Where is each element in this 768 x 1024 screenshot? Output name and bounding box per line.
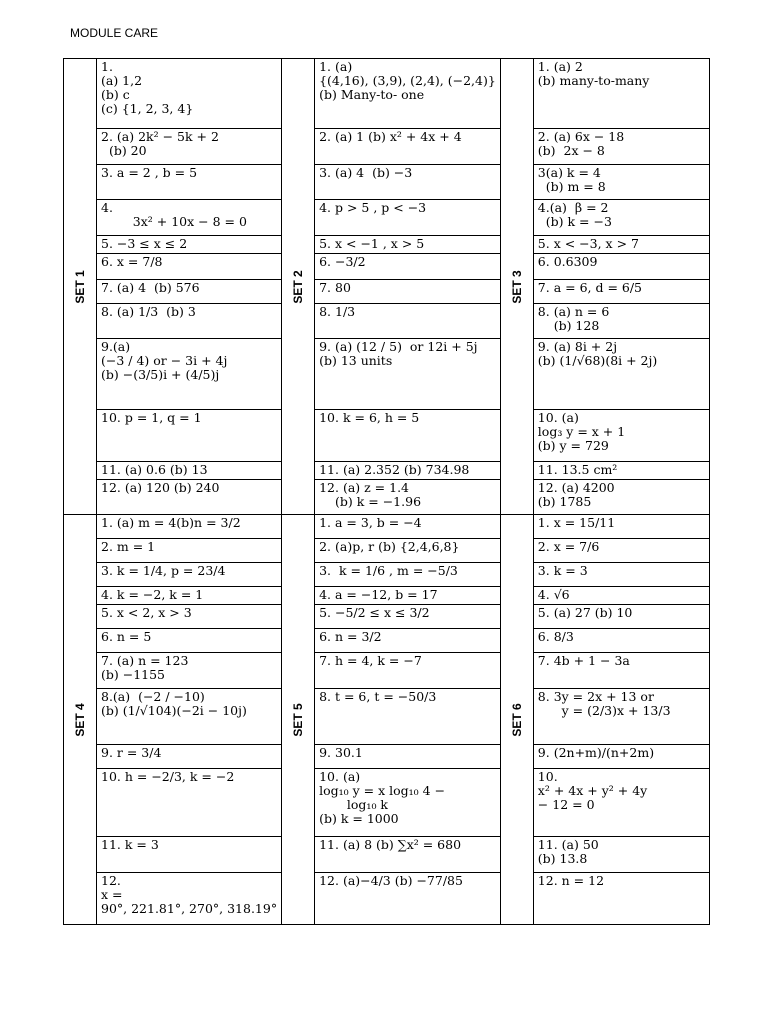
answer-line: 3(a) k = 4 [537, 165, 601, 180]
answer-line: (b) many-to-many [537, 73, 650, 88]
answer-cell [97, 462, 282, 480]
answer-line: 7. (a) n = 123 [101, 653, 189, 668]
answer-line: 9. (a) 8i + 2j [537, 339, 618, 354]
set-label-text: SET 4 [73, 702, 87, 737]
table-row [64, 563, 710, 587]
answer-cell [533, 410, 709, 462]
table-row [64, 605, 710, 629]
answer-cell [97, 629, 282, 653]
answer-line: 4. a = −12, b = 17 [319, 587, 438, 602]
answer-cell [533, 539, 709, 563]
answer-cell [533, 129, 709, 165]
answer-line: 11. 13.5 cm² [537, 462, 618, 477]
answer-line: 3. (a) 4 (b) −3 [319, 165, 413, 180]
answer-cell [533, 873, 709, 925]
answer-line: 11. (a) 8 (b) ∑x² = 680 [319, 837, 462, 852]
answer-cell [97, 280, 282, 304]
table-row [64, 165, 710, 200]
set-label-text: SET 2 [291, 269, 306, 304]
table-row [64, 873, 710, 925]
answer-line: 8. t = 6, t = −50/3 [319, 689, 437, 704]
table-row [64, 653, 710, 689]
answer-line: 12. (a) 4200 [537, 480, 615, 495]
answer-line: (b) (1/√104)(−2i − 10j) [101, 703, 247, 718]
set-label [500, 59, 533, 515]
answer-line: 3. k = 1/6 , m = −5/3 [319, 563, 458, 578]
answer-line: 8. (a) n = 6 [537, 304, 610, 319]
answer-line: 7. (a) 4 (b) 576 [101, 280, 200, 295]
answer-line: 9. 30.1 [319, 745, 363, 760]
answer-cell [97, 339, 282, 410]
answer-line: 10. [537, 769, 558, 784]
answer-cell [315, 254, 501, 280]
answer-line: 2. (a) 1 (b) x² + 4x + 4 [319, 129, 462, 144]
table-row [64, 200, 710, 236]
answer-line: 7. a = 6, d = 6/5 [537, 280, 643, 295]
answer-line: 2. m = 1 [101, 539, 156, 554]
answer-cell [533, 605, 709, 629]
answer-cell [533, 480, 709, 515]
answer-line: (a) 1,2 [101, 73, 143, 88]
answer-cell [97, 837, 282, 873]
answer-line: 2. x = 7/6 [537, 539, 600, 554]
answer-line: (b) 2x − 8 [537, 143, 605, 158]
answer-cell [533, 304, 709, 339]
answer-line: 5. −5/2 ≤ x ≤ 3/2 [319, 605, 430, 620]
answer-line: 7. 4b + 1 − 3a [537, 653, 630, 668]
table-row [64, 769, 710, 837]
table-row [64, 587, 710, 605]
answer-cell [315, 769, 501, 837]
answer-cell [533, 236, 709, 254]
table-row [64, 462, 710, 480]
answer-line: 6. 8/3 [537, 629, 574, 644]
answer-cell [315, 129, 501, 165]
answer-line: (b) −1155 [101, 667, 166, 682]
answer-cell [315, 59, 501, 129]
answer-cell [315, 653, 501, 689]
answer-cell [97, 200, 282, 236]
answer-line: 4. [101, 200, 113, 215]
answer-line: 5. x < −1 , x > 5 [319, 236, 425, 251]
answer-cell [97, 653, 282, 689]
table-row [64, 745, 710, 769]
answer-cell [315, 280, 501, 304]
answer-cell [533, 59, 709, 129]
answer-cell [533, 254, 709, 280]
answer-line: (b) (1/√68)(8i + 2j) [537, 353, 658, 368]
answer-line: 8.(a) (−2 / −10) [101, 689, 205, 704]
answer-line: 5. −3 ≤ x ≤ 2 [101, 236, 188, 251]
answer-cell [533, 280, 709, 304]
answer-line: 9. (a) (12 / 5) or 12i + 5j [319, 339, 478, 354]
answer-line: 10. h = −2/3, k = −2 [101, 769, 235, 784]
answer-line: y = (2/3)x + 13/3 [537, 703, 671, 718]
answer-line: 5. x < −3, x > 7 [537, 236, 639, 251]
answer-line: 6. x = 7/8 [101, 254, 163, 269]
answer-line: 3. k = 3 [537, 563, 588, 578]
answer-cell [533, 165, 709, 200]
answer-line: 5. (a) 27 (b) 10 [537, 605, 633, 620]
page-title: MODULE CARE [70, 26, 159, 40]
answer-cell [97, 689, 282, 745]
answer-cell [97, 515, 282, 539]
answer-line: (b) c [101, 87, 130, 102]
table-row [64, 515, 710, 539]
answer-cell [315, 515, 501, 539]
answer-line: (b) 1785 [537, 494, 592, 509]
set-label-text: SET 6 [509, 702, 524, 737]
answer-line: 3x² + 10x − 8 = 0 [101, 214, 247, 229]
answer-cell [97, 254, 282, 280]
answer-table [63, 58, 710, 925]
answer-line: (b) 13 units [319, 353, 393, 368]
answer-line: (b) m = 8 [537, 179, 606, 194]
set-label-text: SET 3 [509, 269, 524, 304]
answer-line: log₁₀ y = x log₁₀ 4 − [319, 783, 446, 798]
answer-line: 11. (a) 50 [537, 837, 599, 852]
table-row [64, 59, 710, 129]
answer-cell [533, 769, 709, 837]
set-label [500, 515, 533, 925]
answer-line: 6. n = 5 [101, 629, 152, 644]
answer-cell [315, 410, 501, 462]
answer-cell [533, 653, 709, 689]
answer-line: 12. (a) 120 (b) 240 [101, 480, 220, 495]
answer-cell [315, 745, 501, 769]
answer-cell [533, 587, 709, 605]
answer-line: 3. k = 1/4, p = 23/4 [101, 563, 226, 578]
answer-line: 4.(a) β = 2 [537, 200, 609, 215]
answer-line: 6. −3/2 [319, 254, 366, 269]
answer-line: 8. 1/3 [319, 304, 356, 319]
answer-cell [533, 689, 709, 745]
answer-line: 6. 0.6309 [537, 254, 598, 269]
answer-line: 1. x = 15/11 [537, 515, 616, 530]
answer-line: 6. n = 3/2 [319, 629, 382, 644]
answer-line: 11. k = 3 [101, 837, 159, 852]
answer-line: 9. r = 3/4 [101, 745, 162, 760]
set-label [64, 59, 97, 515]
answer-line: {(4,16), (3,9), (2,4), (−2,4)} [319, 73, 496, 88]
answer-cell [97, 410, 282, 462]
answer-cell [315, 462, 501, 480]
answer-line: (b) 128 [537, 318, 600, 333]
answer-cell [315, 236, 501, 254]
answer-cell [97, 769, 282, 837]
answer-cell [315, 480, 501, 515]
table-row [64, 629, 710, 653]
answer-line: 4. √6 [537, 587, 570, 602]
answer-line: (b) y = 729 [537, 438, 609, 453]
answer-cell [315, 629, 501, 653]
answer-line: 5. x < 2, x > 3 [101, 605, 192, 620]
answer-cell [315, 837, 501, 873]
answer-cell [97, 587, 282, 605]
answer-cell [315, 689, 501, 745]
answer-cell [97, 480, 282, 515]
table-row [64, 339, 710, 410]
answer-cell [315, 304, 501, 339]
answer-cell [315, 563, 501, 587]
answer-line: 4. p > 5 , p < −3 [319, 200, 427, 215]
answer-line: 1. (a) m = 4(b)n = 3/2 [101, 515, 241, 530]
table-row [64, 254, 710, 280]
answer-cell [533, 515, 709, 539]
answer-line: x² + 4x + y² + 4y [537, 783, 648, 798]
answer-line: (b) 13.8 [537, 851, 588, 866]
answer-cell [97, 304, 282, 339]
table-row [64, 129, 710, 165]
answer-line: 7. 80 [319, 280, 351, 295]
answer-cell [97, 539, 282, 563]
answer-line: 11. (a) 0.6 (b) 13 [101, 462, 208, 477]
answer-cell [97, 563, 282, 587]
answer-line: x = [101, 887, 123, 902]
answer-cell [97, 165, 282, 200]
answer-line: log₁₀ k [319, 797, 389, 812]
answer-line: 10. (a) [537, 410, 579, 425]
answer-cell [315, 339, 501, 410]
set-label-text: SET 1 [73, 269, 87, 304]
answer-cell [97, 605, 282, 629]
answer-cell [97, 873, 282, 925]
answer-line: 9. (2n+m)/(n+2m) [537, 745, 655, 760]
answer-line: (−3 / 4) or − 3i + 4j [101, 353, 228, 368]
answer-line: (b) k = 1000 [319, 811, 399, 826]
table-row [64, 236, 710, 254]
answer-line: (b) −(3/5)i + (4/5)j [101, 367, 220, 382]
answer-line: 12. (a)−4/3 (b) −77/85 [319, 873, 463, 888]
answer-line: 2. (a) 2k² − 5k + 2 [101, 129, 219, 144]
answer-line: (b) Many-to- one [319, 87, 425, 102]
answer-cell [533, 563, 709, 587]
answer-line: (b) k = −1.96 [319, 494, 422, 509]
answer-cell [533, 200, 709, 236]
table-row [64, 480, 710, 515]
answer-line: 10. k = 6, h = 5 [319, 410, 420, 425]
table-row [64, 689, 710, 745]
answer-line: 1. [101, 59, 113, 74]
answer-line: 8. 3y = 2x + 13 or [537, 689, 654, 704]
answer-cell [97, 745, 282, 769]
answer-line: 11. (a) 2.352 (b) 734.98 [319, 462, 470, 477]
answer-cell [97, 129, 282, 165]
answer-line: 2. (a) 6x − 18 [537, 129, 625, 144]
answer-cell [533, 339, 709, 410]
answer-line: 12. (a) z = 1.4 [319, 480, 410, 495]
table-row [64, 539, 710, 563]
answer-line: 10. p = 1, q = 1 [101, 410, 202, 425]
answer-cell [315, 587, 501, 605]
set-label-text: SET 5 [291, 702, 306, 737]
answer-cell [315, 873, 501, 925]
answer-cell [97, 236, 282, 254]
answer-line: 9.(a) [101, 339, 131, 354]
answer-line: 8. (a) 1/3 (b) 3 [101, 304, 196, 319]
answer-line: 1. (a) 2 [537, 59, 583, 74]
answer-line: 1. a = 3, b = −4 [319, 515, 422, 530]
table-row [64, 280, 710, 304]
answer-line: 4. k = −2, k = 1 [101, 587, 204, 602]
answer-line: 2. (a)p, r (b) {2,4,6,8} [319, 539, 460, 554]
answer-cell [97, 59, 282, 129]
answer-cell [315, 165, 501, 200]
answer-cell [533, 745, 709, 769]
answer-cell [533, 462, 709, 480]
answer-line: log₃ y = x + 1 [537, 424, 626, 439]
table-row [64, 837, 710, 873]
set-label [282, 59, 315, 515]
answer-cell [315, 605, 501, 629]
answer-line: 90°, 221.81°, 270°, 318.19° [101, 901, 278, 916]
table-row [64, 304, 710, 339]
answer-line: (b) 20 [101, 143, 147, 158]
set-label [282, 515, 315, 925]
answer-line: 1. (a) [319, 59, 353, 74]
answer-line: 7. h = 4, k = −7 [319, 653, 422, 668]
answer-line: − 12 = 0 [537, 797, 595, 812]
answer-cell [315, 200, 501, 236]
answer-line: 10. (a) [319, 769, 361, 784]
answer-cell [315, 539, 501, 563]
answer-line: (c) {1, 2, 3, 4} [101, 101, 194, 116]
table-row [64, 410, 710, 462]
answer-line: 3. a = 2 , b = 5 [101, 165, 198, 180]
answer-cell [533, 629, 709, 653]
answer-line: 12. n = 12 [537, 873, 605, 888]
answer-cell [533, 837, 709, 873]
answer-line: 12. [101, 873, 121, 888]
answer-line: (b) k = −3 [537, 214, 612, 229]
set-label [64, 515, 97, 925]
